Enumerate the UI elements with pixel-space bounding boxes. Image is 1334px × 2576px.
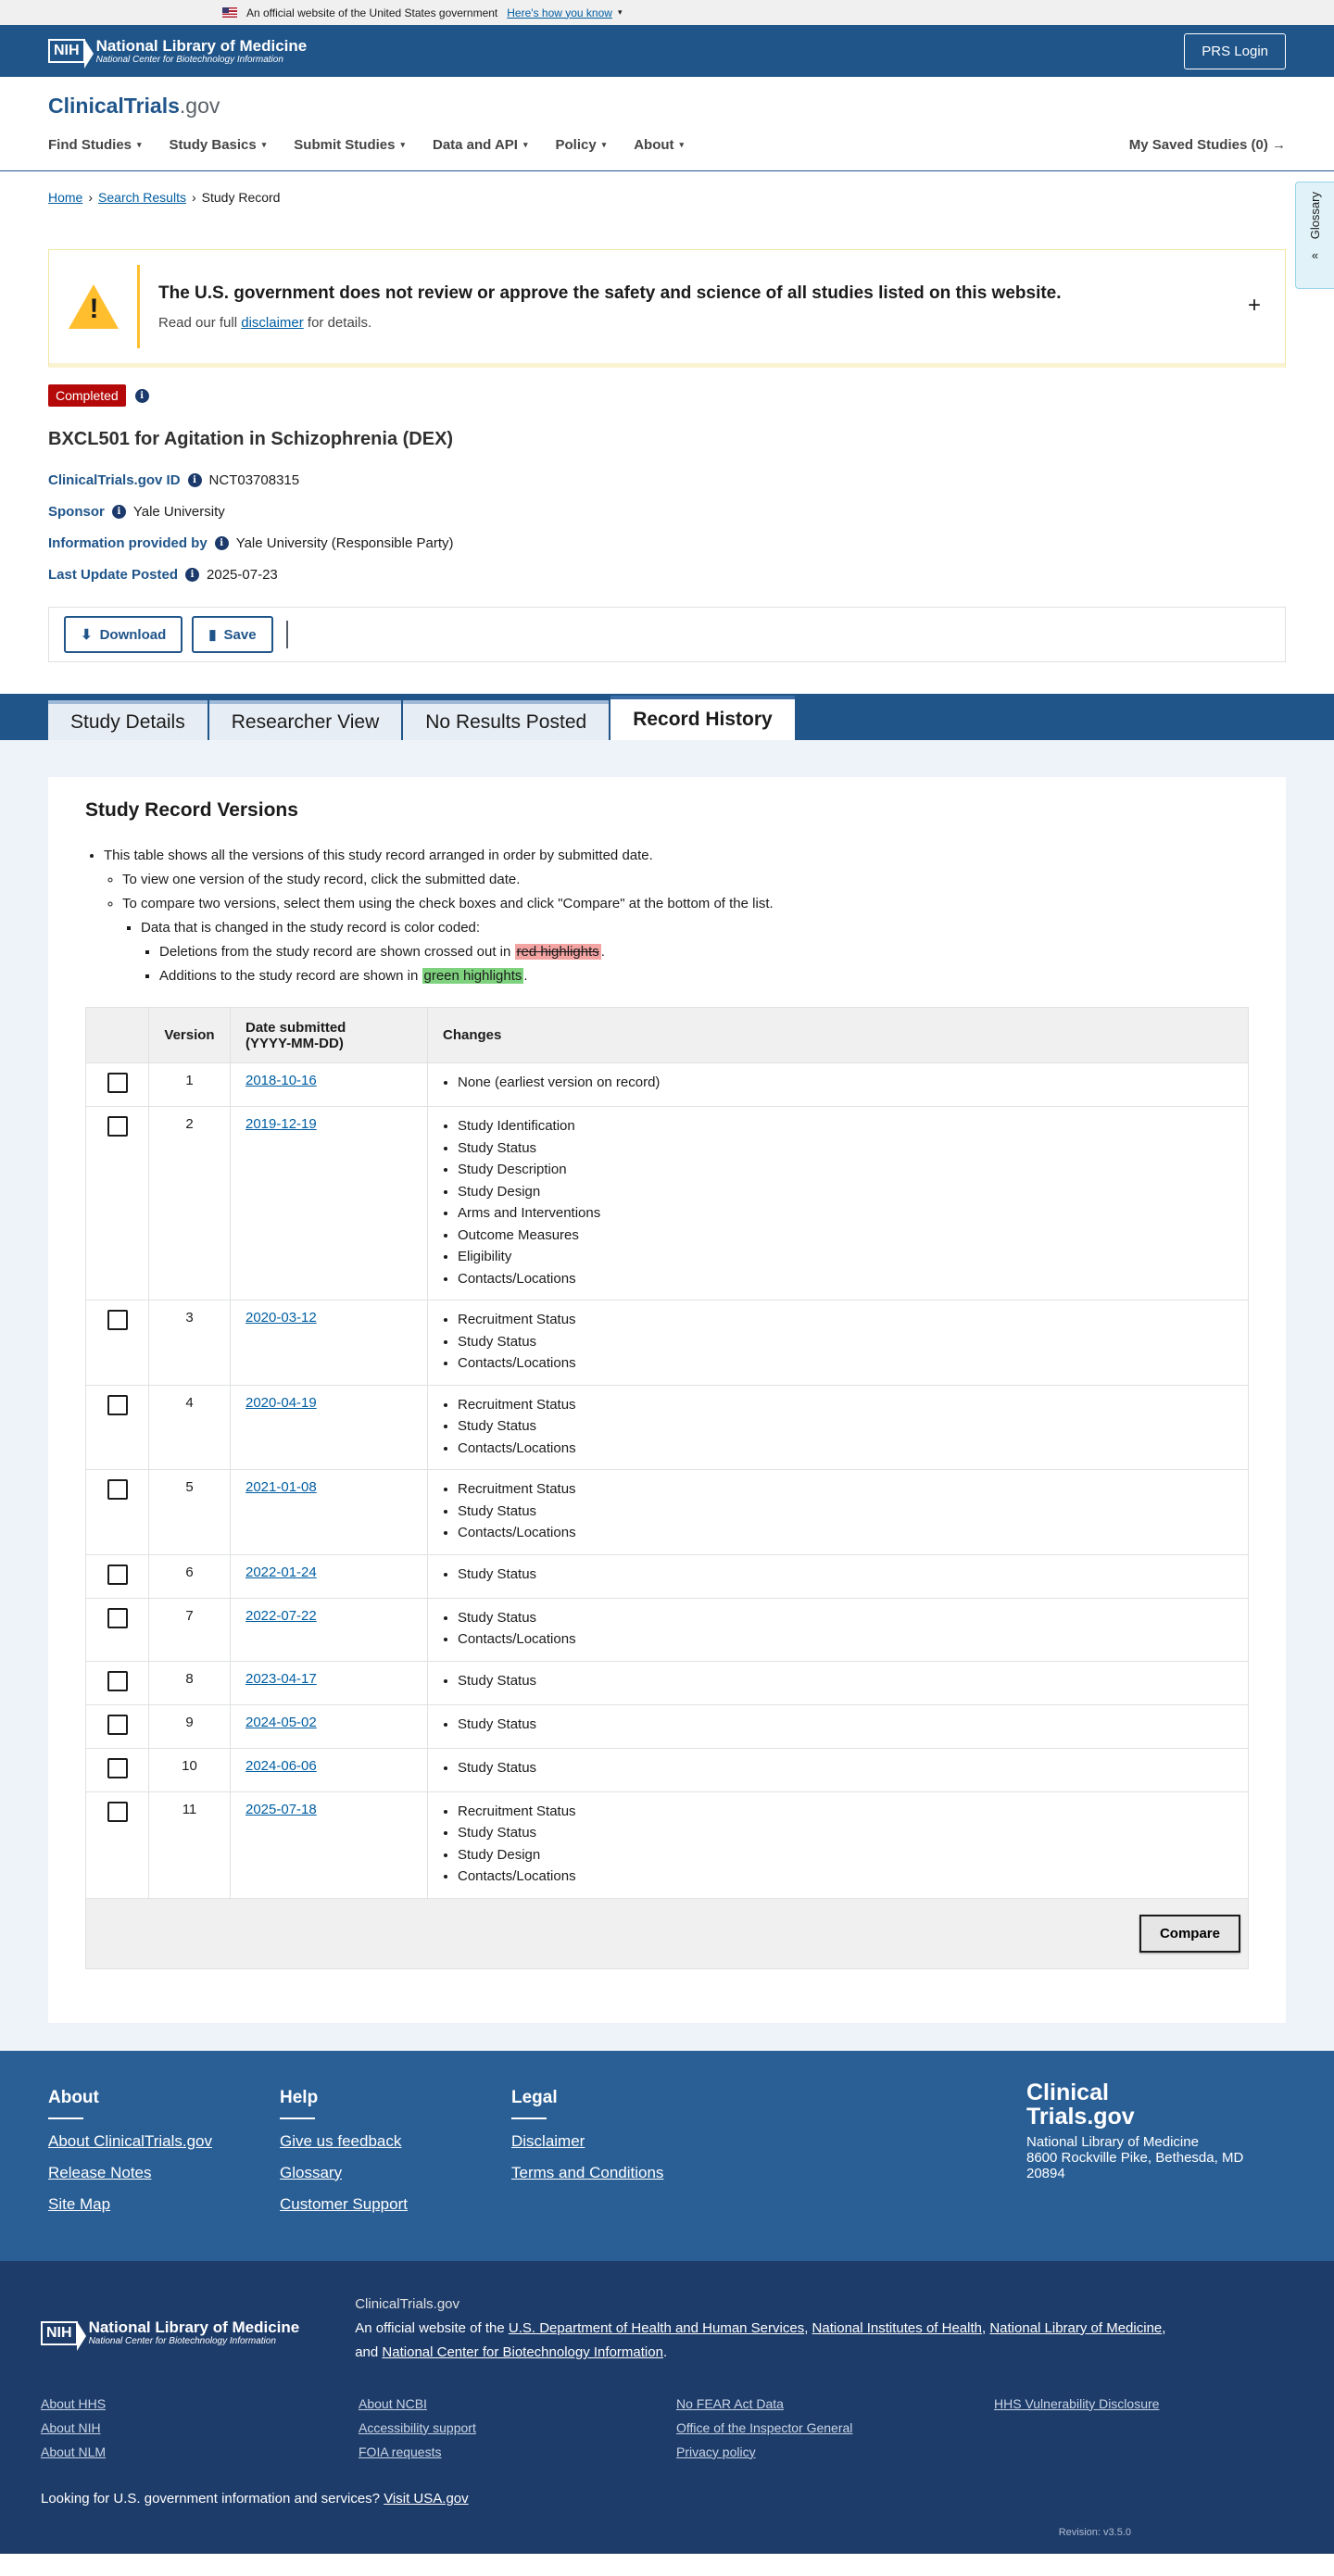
meta-key: Information provided by bbox=[48, 535, 208, 551]
info-icon[interactable]: i bbox=[112, 505, 126, 519]
download-icon: ⬇ bbox=[81, 627, 93, 643]
chevron-down-icon: ▾ bbox=[261, 140, 267, 149]
footer-gov-link[interactable]: No FEAR Act Data bbox=[676, 2395, 784, 2411]
version-checkbox[interactable] bbox=[107, 1758, 128, 1778]
meta-value: Yale University bbox=[132, 504, 225, 520]
breadcrumb bbox=[0, 171, 1334, 223]
change-item: • Study Status bbox=[458, 1563, 1233, 1587]
hhs-link[interactable]: U.S. Department of Health and Human Services bbox=[508, 2319, 805, 2336]
arrow-right-icon: → bbox=[1272, 137, 1286, 153]
chevron-down-icon: ▾ bbox=[400, 140, 405, 149]
footer-gov-link[interactable]: About NCBI bbox=[359, 2395, 427, 2411]
version-number: 7 bbox=[149, 1598, 231, 1661]
col-version: Version bbox=[149, 1008, 231, 1063]
table-row bbox=[86, 1385, 1249, 1470]
changes-list bbox=[443, 1606, 1233, 1652]
double-chevron-left-icon: « bbox=[1311, 248, 1319, 263]
study-meta bbox=[48, 472, 1286, 583]
red-highlight-sample: red highlights bbox=[516, 944, 599, 960]
breadcrumb-home[interactable]: Home bbox=[48, 190, 83, 205]
change-item: • Study Description bbox=[458, 1158, 1233, 1182]
footer-gov-link[interactable]: Privacy policy bbox=[676, 2444, 756, 2459]
footer-link[interactable]: Terms and Conditions bbox=[511, 2163, 664, 2181]
change-item: • Arms and Interventions bbox=[458, 1201, 1233, 1225]
chevron-down-icon: ▾ bbox=[522, 140, 528, 149]
changes-list bbox=[443, 1669, 1233, 1693]
meta-value: 2025-07-23 bbox=[207, 567, 278, 583]
footer-link[interactable]: Glossary bbox=[280, 2163, 343, 2181]
nav-study-basics[interactable]: Study Basics ▾ bbox=[169, 137, 267, 153]
footer-col-legal: Legal Disclaimer Terms and Conditions bbox=[511, 2088, 743, 2227]
change-item: • Study Status bbox=[458, 1330, 1233, 1354]
changes-list bbox=[443, 1071, 1233, 1095]
info-icon[interactable]: i bbox=[185, 568, 199, 582]
footer-gov-link[interactable]: About NIH bbox=[41, 2419, 101, 2435]
changes-list bbox=[443, 1800, 1233, 1889]
change-item: • Contacts/Locations bbox=[458, 1865, 1233, 1889]
change-item: • Recruitment Status bbox=[458, 1393, 1233, 1417]
tab-researcher-view[interactable]: Researcher View bbox=[209, 700, 402, 740]
footer-gov-link[interactable]: Accessibility support bbox=[359, 2419, 476, 2435]
change-item: • Contacts/Locations bbox=[458, 1627, 1233, 1652]
ncbi-link[interactable]: National Center for Biotechnology Information bbox=[382, 2344, 663, 2360]
glossary-label: Glossary bbox=[1308, 192, 1322, 240]
save-button[interactable]: ▮ Save bbox=[192, 616, 272, 653]
version-number: 6 bbox=[149, 1554, 231, 1598]
version-date-link[interactable]: 2022-01-24 bbox=[245, 1564, 317, 1580]
footer-link[interactable]: Release Notes bbox=[48, 2163, 152, 2181]
changes-list bbox=[443, 1114, 1233, 1290]
footer-link[interactable]: Site Map bbox=[48, 2194, 111, 2213]
version-date-link[interactable]: 2024-06-06 bbox=[245, 1757, 317, 1774]
footer-link[interactable]: Customer Support bbox=[280, 2194, 408, 2213]
ncbi-subtitle: National Center for Biotechnology Information bbox=[95, 54, 283, 65]
footer-link[interactable]: Disclaimer bbox=[511, 2131, 585, 2150]
compare-button[interactable]: Compare bbox=[1139, 1915, 1240, 1953]
chevron-down-icon: ▾ bbox=[679, 140, 685, 149]
change-item: • Contacts/Locations bbox=[458, 1437, 1233, 1461]
download-button[interactable]: ⬇ Download bbox=[64, 616, 182, 653]
footer-col-about: About About ClinicalTrials.gov Release Notes Site Map bbox=[48, 2088, 280, 2227]
versions-table bbox=[85, 1007, 1249, 1969]
version-date-link[interactable]: 2021-01-08 bbox=[245, 1479, 317, 1495]
alert-text: Read our full disclaimer for details. bbox=[158, 314, 372, 331]
us-flag-icon bbox=[222, 7, 237, 18]
footer-official-text: ClinicalTrials.gov An official website of the U.S. Department of Health and Human Services, National Institutes of Health, National Library of Medicine, and National Center for Biotechnology Information. bbox=[355, 2295, 1166, 2360]
prs-login-button[interactable]: PRS Login bbox=[1184, 33, 1286, 69]
nih-logo-mark: NIH bbox=[48, 39, 85, 63]
nav-submit-studies[interactable]: Submit Studies ▾ bbox=[294, 137, 405, 153]
changes-list bbox=[443, 1713, 1233, 1737]
version-checkbox[interactable] bbox=[107, 1608, 128, 1628]
disclaimer-link[interactable]: disclaimer bbox=[241, 314, 304, 331]
table-row bbox=[86, 1554, 1249, 1598]
change-item: • Study Status bbox=[458, 1713, 1233, 1737]
version-date-link[interactable]: 2022-07-22 bbox=[245, 1607, 317, 1624]
glossary-tab[interactable] bbox=[1295, 182, 1334, 289]
info-icon[interactable]: i bbox=[135, 389, 149, 403]
version-checkbox[interactable] bbox=[107, 1715, 128, 1735]
instructions: • This table shows all the versions of this study record arranged in order by submitted date. ◦ To view one version of the study record, click the submitted date. ◦ To compare two versions, select them using the check boxes and click "Compare" at the bottom of the list. ▪ Data that is changed in the study record is color coded: ▪ Deletions from the study record are shown crossed out in red highlights . ▪ Additions to the study record are shown in green highlights . bbox=[85, 844, 1249, 988]
change-item: • Study Identification bbox=[458, 1114, 1233, 1138]
change-item: • Study Status bbox=[458, 1414, 1233, 1439]
gov-banner-text: An official website of the United States government bbox=[246, 6, 498, 19]
study-tabs bbox=[0, 694, 1334, 740]
tab-study-details[interactable]: Study Details bbox=[48, 700, 208, 740]
chevron-right-icon: › bbox=[191, 190, 196, 205]
nav-find-studies[interactable]: Find Studies ▾ bbox=[48, 137, 142, 153]
col-date: Date submitted (YYYY-MM-DD) bbox=[231, 1008, 428, 1063]
version-number: 3 bbox=[149, 1301, 231, 1386]
gov-banner bbox=[0, 0, 1334, 25]
footer-logo: Clinical Trials.gov National Library of Medicine 8600 Rockville Pike, Bethesda, MD 20894 bbox=[1026, 2079, 1244, 2181]
meta-key: ClinicalTrials.gov ID bbox=[48, 472, 181, 488]
col-changes: Changes bbox=[428, 1008, 1249, 1063]
chevron-right-icon: › bbox=[88, 190, 94, 205]
footer-col-help: Help Give us feedback Glossary Customer Support bbox=[280, 2088, 511, 2227]
change-item: • Study Status bbox=[458, 1669, 1233, 1693]
version-number: 5 bbox=[149, 1470, 231, 1555]
version-checkbox[interactable] bbox=[107, 1479, 128, 1500]
version-number: 11 bbox=[149, 1791, 231, 1898]
info-icon[interactable]: i bbox=[215, 536, 229, 550]
chevron-down-icon: ▾ bbox=[137, 140, 142, 149]
version-number: 2 bbox=[149, 1107, 231, 1301]
tab-record-history[interactable]: Record History bbox=[610, 696, 795, 740]
change-item: • Eligibility bbox=[458, 1245, 1233, 1269]
version-date-link[interactable]: 2018-10-16 bbox=[245, 1073, 317, 1088]
revision-text: Revision: v3.5.0 bbox=[1058, 2526, 1131, 2538]
table-row bbox=[86, 1661, 1249, 1704]
table-row bbox=[86, 1704, 1249, 1748]
status-row bbox=[48, 384, 1286, 407]
version-number: 9 bbox=[149, 1704, 231, 1748]
clinicaltrials-logo[interactable]: ClinicalTrials.gov bbox=[48, 94, 220, 118]
alert-title: The U.S. government does not review or approve the safety and science of all studies listed on this website. bbox=[158, 283, 1062, 303]
version-date-link[interactable]: 2023-04-17 bbox=[245, 1670, 317, 1687]
change-item: • Outcome Measures bbox=[458, 1224, 1233, 1248]
change-item: • Recruitment Status bbox=[458, 1800, 1233, 1824]
change-item: • Recruitment Status bbox=[458, 1477, 1233, 1502]
change-item: • None (earliest version on record) bbox=[458, 1071, 1233, 1095]
version-date-link[interactable]: 2019-12-19 bbox=[245, 1116, 317, 1132]
meta-key: Last Update Posted bbox=[48, 567, 179, 583]
meta-value: NCT03708315 bbox=[208, 472, 300, 488]
my-saved-studies-link[interactable]: My Saved Studies (0) → bbox=[1128, 137, 1286, 153]
green-highlight-sample: green highlights bbox=[423, 968, 522, 984]
breadcrumb-current: Study Record bbox=[201, 190, 281, 205]
version-date-link[interactable]: 2020-04-19 bbox=[245, 1394, 317, 1411]
usa-gov-link[interactable]: Visit USA.gov bbox=[384, 2490, 469, 2507]
heres-how-link[interactable]: Here's how you know bbox=[507, 6, 612, 19]
footer-gov-links bbox=[41, 2396, 1293, 2459]
changes-list bbox=[443, 1477, 1233, 1545]
nav-about[interactable]: About ▾ bbox=[634, 137, 685, 153]
nlm-logo[interactable] bbox=[48, 38, 307, 65]
nlm-link[interactable]: National Library of Medicine bbox=[989, 2319, 1163, 2336]
chevron-down-icon: ▾ bbox=[617, 7, 623, 17]
changes-list bbox=[443, 1756, 1233, 1780]
footer-nlm-logo[interactable]: NIH National Library of Medicine National Center for Biotechnology Information bbox=[41, 2302, 299, 2365]
changes-list bbox=[443, 1308, 1233, 1376]
changes-list bbox=[443, 1563, 1233, 1587]
status-badge: Completed bbox=[48, 384, 126, 407]
footer-gov-link[interactable]: Office of the Inspector General bbox=[676, 2419, 853, 2435]
meta-value: Yale University (Responsible Party) bbox=[235, 535, 454, 551]
version-checkbox[interactable] bbox=[107, 1802, 128, 1822]
version-checkbox[interactable] bbox=[107, 1395, 128, 1415]
breadcrumb-search-results[interactable]: Search Results bbox=[98, 190, 186, 205]
divider bbox=[286, 621, 288, 648]
version-date-link[interactable]: 2025-07-18 bbox=[245, 1801, 317, 1817]
record-history-section bbox=[0, 740, 1334, 2051]
change-item: • Study Status bbox=[458, 1606, 1233, 1630]
version-date-link[interactable]: 2024-05-02 bbox=[245, 1714, 317, 1730]
footer-gov-link[interactable]: About HHS bbox=[41, 2395, 107, 2411]
change-item: • Contacts/Locations bbox=[458, 1267, 1233, 1291]
version-number: 4 bbox=[149, 1385, 231, 1470]
chevron-down-icon: ▾ bbox=[601, 140, 607, 149]
nav-data-api[interactable]: Data and API ▾ bbox=[433, 137, 528, 153]
disclaimer-alert bbox=[48, 249, 1286, 368]
study-title: BXCL501 for Agitation in Schizophrenia (DEX) bbox=[48, 429, 454, 449]
actions-bar bbox=[48, 607, 1286, 662]
change-item: • Study Design bbox=[458, 1180, 1233, 1204]
nih-header bbox=[0, 25, 1334, 77]
changes-list bbox=[443, 1393, 1233, 1461]
version-checkbox[interactable] bbox=[107, 1310, 128, 1330]
footer-top bbox=[0, 2051, 1334, 2261]
change-item: • Study Status bbox=[458, 1500, 1233, 1524]
nih-link[interactable]: National Institutes of Health bbox=[812, 2319, 982, 2336]
site-header bbox=[0, 77, 1334, 171]
change-item: • Contacts/Locations bbox=[458, 1521, 1233, 1545]
table-row bbox=[86, 1791, 1249, 1898]
version-number: 10 bbox=[149, 1748, 231, 1791]
meta-key: Sponsor bbox=[48, 504, 105, 520]
version-checkbox[interactable] bbox=[107, 1073, 128, 1093]
bookmark-icon: ▮ bbox=[208, 627, 217, 643]
change-item: • Study Status bbox=[458, 1756, 1233, 1780]
tab-no-results-posted[interactable]: No Results Posted bbox=[403, 700, 609, 740]
main-nav bbox=[48, 137, 1286, 153]
table-row bbox=[86, 1598, 1249, 1661]
footer-gov-link[interactable]: About NLM bbox=[41, 2444, 107, 2459]
version-number: 8 bbox=[149, 1661, 231, 1704]
footer-link[interactable]: About ClinicalTrials.gov bbox=[48, 2131, 212, 2150]
change-item: • Study Status bbox=[458, 1137, 1233, 1161]
history-heading: Study Record Versions bbox=[85, 799, 298, 821]
footer-bottom bbox=[0, 2261, 1334, 2554]
footer-link[interactable]: Give us feedback bbox=[280, 2131, 402, 2150]
version-checkbox[interactable] bbox=[107, 1564, 128, 1585]
table-row bbox=[86, 1470, 1249, 1555]
footer-gov-link[interactable]: FOIA requests bbox=[359, 2444, 442, 2459]
change-item: • Study Design bbox=[458, 1843, 1233, 1867]
warning-icon: ! bbox=[69, 284, 119, 329]
footer-gov-link[interactable]: HHS Vulnerability Disclosure bbox=[994, 2395, 1160, 2411]
expand-plus-icon[interactable]: + bbox=[1247, 293, 1261, 318]
change-item: • Recruitment Status bbox=[458, 1308, 1233, 1332]
table-row bbox=[86, 1063, 1249, 1107]
table-row bbox=[86, 1748, 1249, 1791]
version-date-link[interactable]: 2020-03-12 bbox=[245, 1310, 317, 1326]
change-item: • Contacts/Locations bbox=[458, 1351, 1233, 1376]
usa-gov-text: Looking for U.S. government information and services? Visit USA.gov bbox=[41, 2490, 469, 2507]
info-icon[interactable]: i bbox=[188, 473, 202, 487]
nlm-title: National Library of Medicine bbox=[95, 36, 308, 55]
version-checkbox[interactable] bbox=[107, 1116, 128, 1137]
version-number: 1 bbox=[149, 1063, 231, 1107]
nav-policy[interactable]: Policy ▾ bbox=[555, 137, 607, 153]
change-item: • Study Status bbox=[458, 1821, 1233, 1845]
version-checkbox[interactable] bbox=[107, 1671, 128, 1691]
table-row bbox=[86, 1301, 1249, 1386]
table-row bbox=[86, 1107, 1249, 1301]
